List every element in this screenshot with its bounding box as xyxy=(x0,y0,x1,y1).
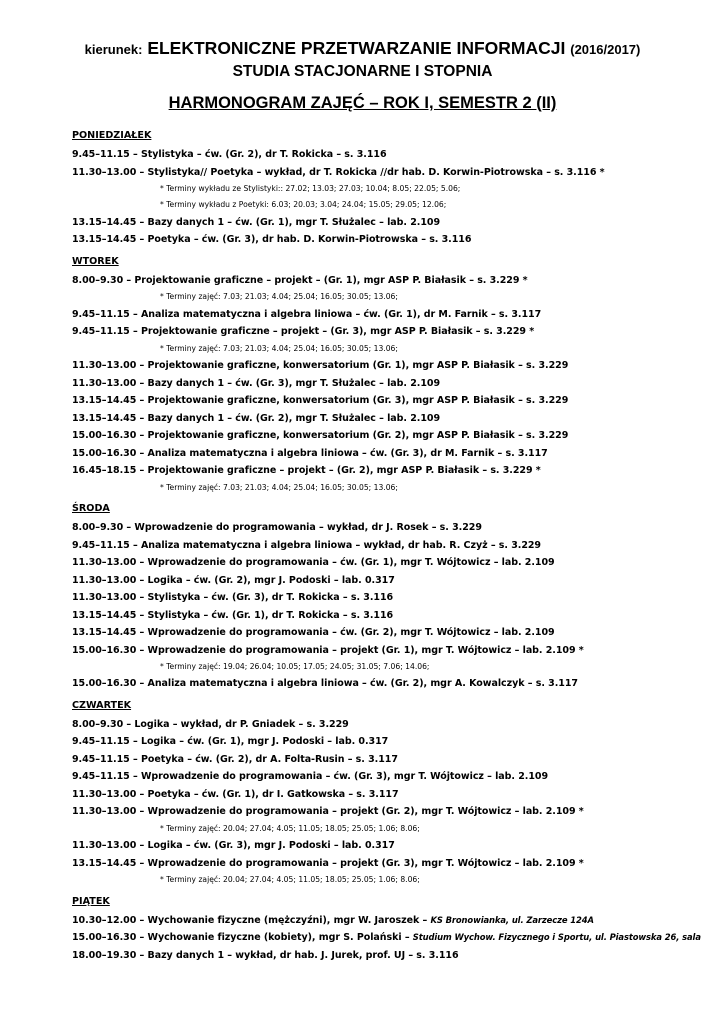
day-section xyxy=(72,699,722,889)
schedule-entry xyxy=(72,768,722,786)
entry-text: 15.00–16.30 – Wychowanie fizyczne (kobiety), mgr S. Polański – xyxy=(72,932,413,944)
schedule-entry xyxy=(72,733,722,751)
entry-text: 18.00–19.30 – Bazy danych 1 – wykład, dr hab. J. Jurek, prof. UJ – s. 3.116 xyxy=(72,949,459,961)
academic-year: (2016/2017) xyxy=(570,42,641,57)
entry-text: 8.00–9.30 – Projektowanie graficzne – projekt – (Gr. 1), mgr ASP P. Białasik – s. 3.229 * xyxy=(72,274,528,286)
schedule-entry xyxy=(72,803,722,821)
schedule-note: * Terminy zajęć: 7.03; 21.03; 4.04; 25.04; 16.05; 30.05; 13.06; xyxy=(160,343,398,353)
schedule-entry xyxy=(72,751,722,769)
entry-text: 11.30–13.00 – Stylistyka – ćw. (Gr. 3), dr T. Rokicka – s. 3.116 xyxy=(72,592,394,604)
entry-text: 11.30–13.00 – Wprowadzenie do programowania – ćw. (Gr. 1), mgr T. Wójtowicz – lab. 2.109 xyxy=(72,557,555,569)
schedule-entry xyxy=(72,929,722,947)
schedule-entry xyxy=(72,462,722,480)
schedule-entry xyxy=(72,589,722,607)
entry-text: 9.45–11.15 – Poetyka – ćw. (Gr. 2), dr A. Folta-Rusin – s. 3.117 xyxy=(72,753,398,765)
entry-text: 8.00–9.30 – Logika – wykład, dr P. Gniadek – s. 3.229 xyxy=(72,718,349,730)
entry-text: 9.45–11.15 – Analiza matematyczna i algebra liniowa – ćw. (Gr. 1), dr M. Farnik – s. 3.117 xyxy=(72,308,542,320)
day-section xyxy=(72,129,722,249)
day-heading: PONIEDZIAŁEK xyxy=(72,130,152,141)
schedule-entry xyxy=(72,164,722,182)
schedule-entry xyxy=(72,642,722,660)
schedule-entry xyxy=(72,947,722,965)
schedule-note: * Terminy zajęć: 19.04; 26.04; 10.05; 17.05; 24.05; 31.05; 7.06; 14.06; xyxy=(160,662,430,672)
entry-text: 9.45–11.15 – Wprowadzenie do programowania – ćw. (Gr. 3), mgr T. Wójtowicz – lab. 2.109 xyxy=(72,771,549,783)
entry-text: 10.30–12.00 – Wychowanie fizyczne (mężczyźni), mgr W. Jaroszek – xyxy=(72,914,431,926)
schedule-entry xyxy=(72,537,722,555)
program-heading xyxy=(0,38,725,59)
entry-location: Studium Wychow. Fizycznego i Sportu, ul. Piastowska 26, sala xyxy=(412,932,701,943)
entry-text: 15.00–16.30 – Wprowadzenie do programowania – projekt (Gr. 1), mgr T. Wójtowicz – lab. 2.109 * xyxy=(72,644,584,656)
program-name: ELEKTRONICZNE PRZETWARZANIE INFORMACJI xyxy=(147,38,566,58)
entry-text: 13.15–14.45 – Wprowadzenie do programowania – projekt (Gr. 3), mgr T. Wójtowicz – lab. 2.109 * xyxy=(72,857,584,869)
schedule-note: * Terminy wykładu z Poetyki: 6.03; 20.03; 3.04; 24.04; 15.05; 29.05; 12.06; xyxy=(160,200,447,210)
schedule-entry xyxy=(72,572,722,590)
entry-text: 9.45–11.15 – Logika – ćw. (Gr. 1), mgr J. Podoski – lab. 0.317 xyxy=(72,736,389,748)
schedule-note: * Terminy wykładu ze Stylistyki:: 27.02; 13.03; 27.03; 10.04; 8.05; 22.05; 5.06; xyxy=(160,184,461,193)
entry-text: 8.00–9.30 – Wprowadzenie do programowania – wykład, dr J. Rosek – s. 3.229 xyxy=(72,522,482,534)
entry-text: 11.30–13.00 – Logika – ćw. (Gr. 3), mgr J. Podoski – lab. 0.317 xyxy=(72,840,395,852)
entry-text: 13.15–14.45 – Bazy danych 1 – ćw. (Gr. 2), mgr T. Służalec – lab. 2.109 xyxy=(72,412,441,424)
entry-text: 9.45–11.15 – Analiza matematyczna i algebra liniowa – wykład, dr hab. R. Czyż – s. 3.229 xyxy=(72,539,541,551)
schedule-note: * Terminy zajęć: 7.03; 21.03; 4.04; 25.04; 16.05; 30.05; 13.06; xyxy=(160,292,398,302)
day-section xyxy=(72,255,722,496)
schedule-entry xyxy=(72,519,722,537)
schedule-entry xyxy=(72,272,722,290)
schedule-entry xyxy=(72,554,722,572)
schedule-title: HARMONOGRAM ZAJĘĆ – ROK I, SEMESTR 2 (II) xyxy=(168,94,557,112)
day-heading: PIĄTEK xyxy=(72,895,110,907)
schedule-entry xyxy=(72,375,722,393)
entry-text: 11.30–13.00 – Wprowadzenie do programowania – projekt (Gr. 2), mgr T. Wójtowicz – lab. 2.109 * xyxy=(72,806,584,818)
schedule-entry xyxy=(72,214,722,232)
entry-text: 13.15–14.45 – Stylistyka – ćw. (Gr. 1), dr T. Rokicka – s. 3.116 xyxy=(72,609,394,621)
entry-text: 13.15–14.45 – Bazy danych 1 – ćw. (Gr. 1), mgr T. Służalec – lab. 2.109 xyxy=(72,216,441,228)
entry-text: 11.30–13.00 – Poetyka – ćw. (Gr. 1), dr I. Gatkowska – s. 3.117 xyxy=(72,788,399,800)
entry-text: 13.15–14.45 – Wprowadzenie do programowania – ćw. (Gr. 2), mgr T. Wójtowicz – lab. 2.109 xyxy=(72,627,555,639)
entry-text: 16.45–18.15 – Projektowanie graficzne – projekt – (Gr. 2), mgr ASP P. Białasik – s. 3.229 * xyxy=(72,465,541,477)
study-type-heading: STUDIA STACJONARNE I STOPNIA xyxy=(232,63,493,80)
schedule-entry xyxy=(72,445,722,463)
entry-text: 11.30–13.00 – Logika – ćw. (Gr. 2), mgr J. Podoski – lab. 0.317 xyxy=(72,574,395,586)
schedule-entry xyxy=(72,607,722,625)
entry-location: KS Bronowianka, ul. Zarzecze 124A xyxy=(430,914,594,925)
entry-text: 11.30–13.00 – Bazy danych 1 – ćw. (Gr. 3), mgr T. Służalec – lab. 2.109 xyxy=(72,377,441,389)
schedule-content xyxy=(72,129,722,964)
entry-text: 13.15–14.45 – Poetyka – ćw. (Gr. 3), dr hab. D. Korwin-Piotrowska – s. 3.116 xyxy=(72,234,472,246)
day-heading: ŚRODA xyxy=(72,503,110,515)
schedule-entry xyxy=(72,837,722,855)
schedule-entry xyxy=(72,392,722,410)
day-section xyxy=(72,502,722,693)
entry-text: 15.00–16.30 – Projektowanie graficzne, konwersatorium (Gr. 2), mgr ASP P. Białasik – s. 3.229 xyxy=(72,430,569,442)
schedule-entry xyxy=(72,410,722,428)
entry-text: 15.00–16.30 – Analiza matematyczna i algebra liniowa – ćw. (Gr. 3), dr M. Farnik – s. 3.117 xyxy=(72,447,548,459)
schedule-entry xyxy=(72,624,722,642)
program-prefix: kierunek: xyxy=(84,42,143,57)
schedule-entry xyxy=(72,427,722,445)
schedule-entry xyxy=(72,675,722,693)
schedule-entry xyxy=(72,855,722,873)
entry-text: 11.30–13.00 – Stylistyka// Poetyka – wykład, dr T. Rokicka //dr hab. D. Korwin-Piotrowska – s. 3.116 * xyxy=(72,166,605,178)
schedule-note: * Terminy zajęć: 7.03; 21.03; 4.04; 25.04; 16.05; 30.05; 13.06; xyxy=(160,482,398,492)
entry-text: 13.15–14.45 – Projektowanie graficzne, konwersatorium (Gr. 3), mgr ASP P. Białasik – s. 3.229 xyxy=(72,395,569,407)
entry-text: 9.45–11.15 – Projektowanie graficzne – projekt – (Gr. 3), mgr ASP P. Białasik – s. 3.229 * xyxy=(72,326,535,338)
entry-text: 15.00–16.30 – Analiza matematyczna i algebra liniowa – ćw. (Gr. 2), mgr A. Kowalczyk – s. 3.117 xyxy=(72,678,578,690)
schedule-entry xyxy=(72,231,722,249)
entry-text: 11.30–13.00 – Projektowanie graficzne, konwersatorium (Gr. 1), mgr ASP P. Białasik – s. 3.229 xyxy=(72,360,569,372)
day-heading: CZWARTEK xyxy=(72,699,132,711)
schedule-entry xyxy=(72,306,722,324)
schedule-entry xyxy=(72,912,722,930)
schedule-note: * Terminy zajęć: 20.04; 27.04; 4.05; 11.05; 18.05; 25.05; 1.06; 8.06; xyxy=(160,823,420,833)
schedule-entry xyxy=(72,323,722,341)
schedule-note: * Terminy zajęć: 20.04; 27.04; 4.05; 11.05; 18.05; 25.05; 1.06; 8.06; xyxy=(160,875,420,885)
schedule-entry xyxy=(72,716,722,734)
day-section xyxy=(72,895,722,965)
day-heading: WTOREK xyxy=(72,255,119,267)
schedule-entry xyxy=(72,786,722,804)
schedule-entry xyxy=(72,146,722,164)
entry-text: 9.45–11.15 – Stylistyka – ćw. (Gr. 2), dr T. Rokicka – s. 3.116 xyxy=(72,149,387,160)
schedule-entry xyxy=(72,357,722,375)
